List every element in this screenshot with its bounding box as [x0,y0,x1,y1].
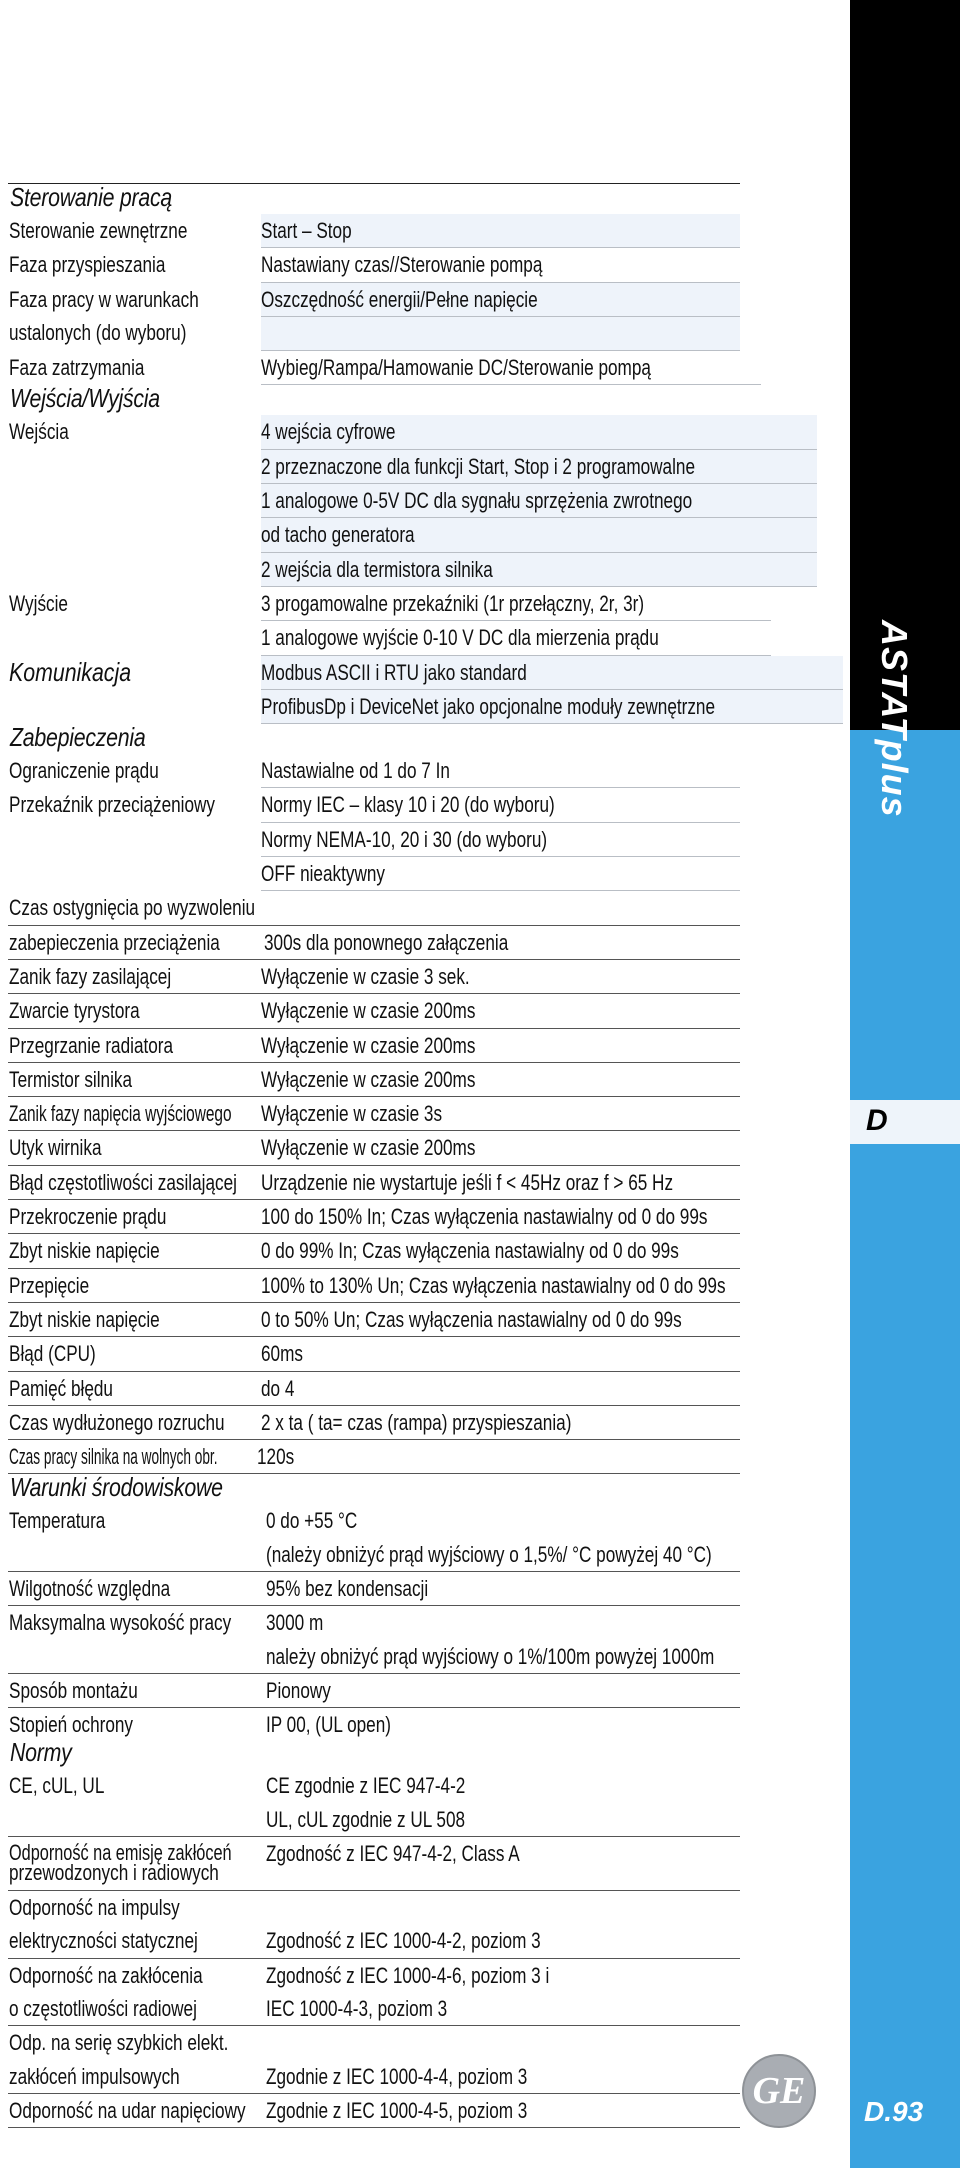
spec-value: 60ms [261,1341,303,1367]
spec-row [8,2026,740,2094]
spec-label: Utyk wirnika [9,1135,102,1161]
spec-value: Nastawiany czas//Sterowanie pompą [261,252,543,278]
spec-row [8,1440,740,1474]
spec-value: 3000 m [266,1610,324,1636]
section-letter: D [866,1104,888,1137]
spec-value: 100 do 150% In; Czas wyłączenia nastawialny od 0 do 99s [261,1204,708,1230]
spec-label: Ograniczenie prądu [9,758,159,784]
spec-value: należy obniżyć prąd wyjściowy o 1%/100m powyżej 1000m [266,1643,715,1669]
spec-row [8,960,740,994]
spec-value: Zgodność z IEC 947-4-2, Class A [266,1841,520,1867]
spec-value: Wyłączenie w czasie 200ms [261,998,476,1024]
spec-label: zabepieczenia przeciążenia [9,929,220,955]
ge-logo [742,2054,816,2128]
spec-label: Czas ostygnięcia po wyzwoleniu [9,895,256,921]
spec-row [8,1269,740,1303]
spec-label: zakłóceń impulsowych [9,2063,180,2089]
spec-value: 0 do +55 °C [266,1508,358,1534]
spec-value: 2 przeznaczone dla funkcji Start, Stop i 2 programowalne [261,453,696,479]
spec-label: Temperatura [9,1508,106,1534]
spec-row [8,1063,740,1097]
spec-row [8,891,740,925]
spec-value: Pionowy [266,1677,331,1703]
spec-label: Zbyt niskie napięcie [9,1306,160,1332]
spec-value: Zgodnie z IEC 1000-4-4, poziom 3 [266,2063,528,2089]
spec-label: Wilgotność względna [9,1575,171,1601]
spec-value: Wyłączenie w czasie 200ms [261,1032,476,1058]
spec-row [8,1504,740,1572]
spec-label: Odporność na impulsy [9,1895,180,1921]
spec-value: do 4 [261,1375,295,1401]
product-name: ASTATplus [874,620,915,818]
spec-row [8,283,740,352]
spec-label: o częstotliwości radiowej [9,1995,197,2021]
spec-value: Urządzenie nie wystartuje jeśli f < 45Hz oraz f > 65 Hz [261,1169,674,1195]
spec-label: Odporność na udar napięciowy [9,2097,246,2123]
spec-label: Faza zatrzymania [9,355,145,381]
spec-row [8,1234,740,1268]
section-heading-standards: Normy [10,1737,72,1768]
spec-value: Wybieg/Rampa/Hamowanie DC/Sterowanie pompą [261,355,651,381]
spec-value: 2 x ta ( ta= czas (rampa) przyspieszania) [261,1409,572,1435]
section-heading-control: Sterowanie pracą [8,183,740,214]
spec-value: 95% bez kondensacji [266,1575,429,1601]
spec-label: przewodzonych i radiowych [9,1860,219,1886]
spec-value: 300s dla ponownego załączenia [264,929,509,955]
spec-label: Odporność na emisję zakłóceń [9,1840,232,1866]
spec-value: Start – Stop [261,218,352,243]
spec-value: UL, cUL zgodnie z UL 508 [266,1806,466,1832]
spec-value: Zgodnie z IEC 1000-4-5, poziom 3 [266,2097,528,2123]
spec-label: Faza przyspieszania [9,252,166,278]
spec-label: Przepięcie [9,1272,90,1298]
spec-row [8,1166,740,1200]
spec-row [8,2094,740,2128]
spec-label: Odp. na serię szybkich elekt. [9,2030,229,2056]
ge-logo-mark: GE [752,2070,806,2112]
spec-label: Stopień ochrony [9,1712,134,1738]
spec-value: 1 analogowe wyjście 0-10 V DC dla mierzenia prądu [261,625,659,651]
spec-value: Wyłączenie w czasie 200ms [261,1066,476,1092]
spec-value: Normy IEC – klasy 10 i 20 (do wyboru) [261,792,555,818]
spec-value: od tacho generatora [261,522,415,548]
section-side-bar [850,730,960,2168]
spec-value: Normy NEMA-10, 20 i 30 (do wyboru) [261,826,548,852]
spec-row [8,587,740,656]
spec-value: 0 to 50% Un; Czas wyłączenia nastawialny od 0 do 99s [261,1306,682,1332]
spec-value: 120s [257,1444,295,1470]
spec-row [8,1337,740,1371]
spec-value: Nastawialne od 1 do 7 In [261,758,450,784]
spec-value: Wyłączenie w czasie 3 sek. [261,963,470,989]
spec-label: Sterowanie zewnętrzne [9,218,188,243]
spec-value: (należy obniżyć prąd wyjściowy o 1,5%/ °C powyżej 40 °C) [266,1541,712,1567]
spec-row [8,1837,740,1891]
spec-row [8,1372,740,1406]
spec-row [8,994,740,1028]
section-heading-environment: Warunki środowiskowe [10,1472,223,1503]
spec-value: Wyłączenie w czasie 200ms [261,1135,476,1161]
spec-row [8,1959,740,2027]
spec-row [8,1674,740,1708]
spec-label: Faza pracy w warunkach [9,286,199,312]
spec-row [8,214,740,248]
spec-label: Pamięć błędu [9,1375,113,1401]
section-heading-io: Wejścia/Wyjścia [10,383,160,414]
spec-row [8,1029,740,1063]
spec-label: Czas wydłużonego rozruchu [9,1409,225,1435]
section-heading-protection: Zabepieczenia [10,722,146,753]
spec-label: Zbyt niskie napięcie [9,1238,160,1264]
spec-value: IEC 1000-4-3, poziom 3 [266,1995,448,2021]
spec-value: Wyłączenie w czasie 3s [261,1101,443,1127]
spec-value: Zgodność z IEC 1000-4-6, poziom 3 i [266,1962,550,1988]
spec-label: Maksymalna wysokość pracy [9,1610,232,1636]
spec-value: 0 do 99% In; Czas wyłączenia nastawialny od 0 do 99s [261,1238,679,1264]
spec-row [8,1406,740,1440]
spec-label: Wejścia [9,419,69,445]
spec-row [8,1303,740,1337]
spec-row [8,1097,740,1131]
page-number: D.93 [864,2096,924,2127]
spec-label: Odporność na zakłócenia [9,1962,203,1988]
spec-value: 1 analogowe 0-5V DC dla sygnału sprzężenia zwrotnego [261,488,693,514]
spec-value: ProfibusDp i DeviceNet jako opcjonalne moduły zewnętrzne [261,693,716,719]
spec-row [8,1572,740,1606]
spec-label: elektryczności statycznej [9,1928,198,1954]
spec-label: Przegrzanie radiatora [9,1032,174,1058]
spec-value: 4 wejścia cyfrowe [261,419,396,445]
spec-row [8,656,740,725]
spec-label: Błąd częstotliwości zasilającej [9,1169,237,1195]
spec-row [8,1131,740,1165]
spec-label: Przekroczenie prądu [9,1204,167,1230]
spec-label: Termistor silnika [9,1066,133,1092]
spec-row [8,1200,740,1234]
spec-label: Sposób montażu [9,1677,138,1703]
spec-label: Przekaźnik przeciążeniowy [9,792,216,818]
spec-value: IP 00, (UL open) [266,1712,391,1738]
spec-label: Zanik fazy zasilającej [9,963,172,989]
spec-row [8,248,740,282]
spec-value: 2 wejścia dla termistora silnika [261,556,493,582]
spec-label: Czas pracy silnika na wolnych obr. [9,1444,218,1470]
spec-row [8,1606,740,1674]
spec-label: ustalonych (do wyboru) [9,319,187,345]
spec-label: Zanik fazy napięcia wyjściowego [9,1101,232,1127]
section-heading-communication: Komunikacja [9,656,132,687]
spec-row [8,926,740,960]
spec-label: Zwarcie tyrystora [9,998,140,1024]
spec-value: 3 progamowalne przekaźniki (1r przełączny, 2r, 3r) [261,590,645,616]
spec-row [8,754,740,788]
spec-label: CE, cUL, UL [9,1773,105,1799]
spec-value: OFF nieaktywny [261,861,385,887]
spec-value: CE zgodnie z IEC 947-4-2 [266,1773,466,1799]
spec-row [8,1769,740,1837]
spec-value: Zgodność z IEC 1000-4-2, poziom 3 [266,1928,541,1954]
spec-row [8,788,740,891]
spec-row [8,415,740,586]
spec-label: Wyjście [9,590,68,616]
spec-table [8,183,740,2128]
spec-value: Modbus ASCII i RTU jako standard [261,659,527,685]
spec-row [8,1891,740,1959]
spec-value: 100% to 130% Un; Czas wyłączenia nastawialny od 0 do 99s [261,1272,726,1298]
spec-row [8,1708,740,1741]
spec-label: Błąd (CPU) [9,1341,96,1367]
spec-value: Oszczędność energii/Pełne napięcie [261,286,538,312]
spec-row [8,351,740,385]
